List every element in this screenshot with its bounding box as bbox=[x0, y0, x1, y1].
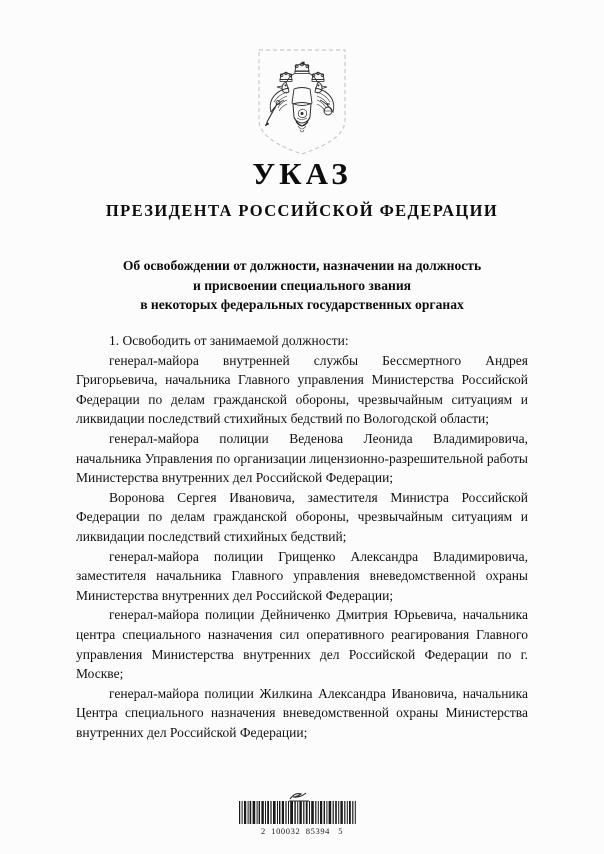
document-subject-block bbox=[76, 256, 528, 315]
subject-line-3: в некоторых федеральных государственных органах bbox=[140, 297, 464, 312]
body-paragraph: генерал-майора полиции Жилкина Александра Ивановича, начальника Центра специального назначения вневедомственной охраны Министерства внутренних дел Российской Федерации; bbox=[76, 685, 528, 740]
barcode bbox=[238, 801, 366, 824]
russian-coat-of-arms-emblem bbox=[253, 48, 351, 156]
body-paragraph: Воронова Сергея Ивановича, заместителя Министра Российской Федерации по делам гражданской обороны, чрезвычайным ситуациям и ликвидации последствий стихийных бедствий; bbox=[76, 489, 528, 544]
document-body bbox=[76, 331, 528, 742]
body-paragraph: генерал-майора полиции Дейниченко Дмитрия Юрьевича, начальника центра специального назначения сил оперативного реагирования Главного управления Министерства внутренних дел Российской Федерации по г. Москве; bbox=[76, 607, 528, 682]
body-paragraph: генерал-майора внутренней службы Бессмертного Андрея Григорьевича, начальника Главного управления Министерства Российской Федерации по делам гражданской обороны, чрезвычайным ситуациям и ликвидации последствий стихийных бедствий по Вологодской области; bbox=[76, 352, 528, 427]
body-paragraph: 1. Освободить от занимаемой должности: bbox=[109, 333, 349, 348]
body-paragraph: генерал-майора полиции Грищенко Александра Владимировича, заместителя начальника Главного управления вневедомственной охраны Министерства внутренних дел Российской Федерации; bbox=[76, 548, 528, 603]
subject-line-2: и присвоении специального звания bbox=[192, 277, 412, 293]
document-footer bbox=[0, 789, 604, 836]
body-paragraph: генерал-майора полиции Веденова Леонида Владимировича, начальника Управления по организации лицензионно-разрешительной работы Министерства внутренних дел Российской Федерации; bbox=[76, 430, 528, 486]
document-title: УКАЗ bbox=[252, 156, 352, 191]
subject-line-1: Об освобождении от должности, назначении на должность bbox=[122, 258, 482, 273]
emblem-container bbox=[0, 48, 604, 156]
document-subtitle: ПРЕЗИДЕНТА РОССИЙСКОЙ ФЕДЕРАЦИИ bbox=[105, 201, 499, 220]
handwritten-mark bbox=[287, 789, 321, 801]
barcode-digits: 2 100032 85394 5 bbox=[260, 826, 344, 836]
